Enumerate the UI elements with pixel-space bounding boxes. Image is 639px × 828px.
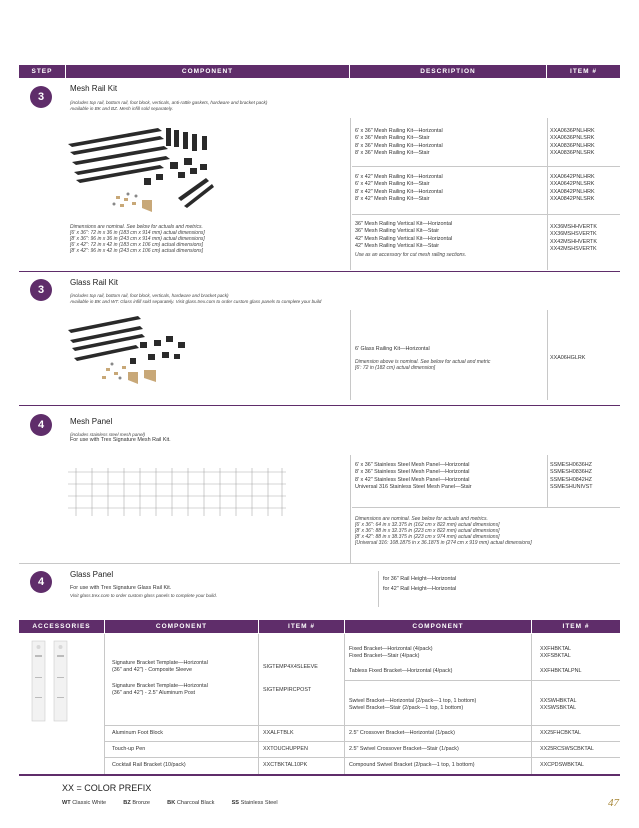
step-badge: 3 [30, 86, 52, 108]
glass-rail-kit-image [66, 312, 191, 392]
color-prefix-legend [62, 800, 278, 806]
acc-component: 2.5" Swivel Crossover Bracket—Stair (1/pack) [349, 746, 459, 752]
section-note: Visit glass.trex.com to order custom glass panels to complete your build. [70, 593, 217, 598]
divider [350, 118, 351, 270]
section-note: (includes top rail, bottom rail, foot block, verticals, anti-rattle gaskets, hardware and bracket pack) [70, 100, 268, 105]
acc-component: Fixed Bracket—Horizontal (4/pack) Fixed Bracket—Stair (4/pack) [349, 646, 433, 660]
page-number: 47 [608, 797, 619, 809]
divider [547, 118, 548, 270]
color-prefix-title: XX = COLOR PREFIX [62, 783, 152, 793]
mesh-rail-kit-image [66, 118, 216, 220]
acc-component: Swivel Bracket—Horizontal (2/pack—1 top, 1 bottom) Swivel Bracket—Stair (2/pack—1 top, 1 bottom) [349, 698, 477, 712]
mesh-panel-dims-note: Dimensions are nominal. See below for actuals and metrics. [6' x 36": 64 in x 32.375 in (162 cm x 822 mm) actual dimensions] [8' x 36": 88 in x 32.375 in (223 cm x 822 mm) actual dimensions] [8' x 42": 88 in x 38.375 in (223 cm x 974 mm) actual dimensions] [Universal 316: 108.1875 in x 36.1875 in (274 cm x 919 mm) actual dimensions] [355, 516, 532, 546]
bracket-template-image [28, 637, 80, 725]
divider [105, 725, 620, 726]
glass-rail-description: 6' Glass Railing Kit—Horizontal [355, 346, 430, 352]
divider [105, 741, 620, 742]
section-note: Available in BK and BZ. Mesh infill sold separately. [70, 106, 173, 111]
color-name: Charcoal Black [176, 800, 215, 806]
acc-item: XXTOUCHUPPEN [263, 746, 308, 752]
step-badge: 3 [30, 279, 52, 301]
color-name: Classic White [72, 800, 107, 806]
glass-panel-rows: for 36" Rail Height—Horizontal for 42" Rail Height—Horizontal [383, 576, 457, 593]
acc-component: Touch-up Pen [112, 746, 146, 752]
acc-header-component: COMPONENT [105, 620, 258, 633]
header-item: ITEM # [547, 65, 620, 78]
step-badge: 4 [30, 414, 52, 436]
acc-component: Signature Bracket Template—Horizontal (36" and 42") - 2.5" Aluminum Post [112, 683, 208, 697]
mesh-panel-image [68, 468, 286, 516]
section-divider [19, 271, 620, 272]
divider [105, 757, 620, 758]
color-name: Bronze [132, 800, 151, 806]
divider [531, 634, 532, 774]
color-code: SS [231, 800, 240, 806]
acc-component: Tabless Fixed Bracket—Horizontal (4/pack) [349, 668, 453, 674]
acc-item: XXFHBKTAL XXFSBKTAL [540, 646, 572, 660]
acc-component: Cocktail Rail Bracket (10/pack) [112, 762, 186, 768]
divider [104, 634, 105, 774]
acc-component: Signature Bracket Template—Horizontal (36" and 42") - Composite Sleeve [112, 660, 208, 674]
divider [350, 455, 351, 563]
description-list: 6' x 36" Mesh Railing Kit—Horizontal 6' x 36" Mesh Railing Kit—Stair 8' x 36" Mesh Railing Kit—Horizontal 8' x 36" Mesh Railing Kit—Stair [355, 128, 443, 156]
divider [547, 310, 548, 400]
divider [352, 166, 620, 167]
divider [352, 214, 620, 215]
divider [352, 507, 620, 508]
acc-header: ACCESSORIES [19, 620, 104, 633]
color-name: Stainless Steel [240, 800, 278, 806]
acc-component: Aluminum Foot Block [112, 730, 163, 736]
color-code: BZ [123, 800, 131, 806]
section-note: (includes stainless steel mesh panel) [70, 432, 146, 437]
item-list: XX36MSHHVERTK XX36MSHSVERTK XX42MSHHVERTK XX42MSHSVERTK [550, 224, 597, 252]
section-divider [19, 405, 620, 406]
divider [350, 310, 351, 400]
description-list: 6' x 42" Mesh Railing Kit—Horizontal 6' x 42" Mesh Railing Kit—Stair 8' x 42" Mesh Railing Kit—Horizontal 8' x 42" Mesh Railing Kit—Stair [355, 174, 443, 202]
acc-item: SIGTEMP4X4SLEEVE [263, 664, 318, 670]
section-note: Available in BK and WT. Glass infill sold separately. Visit glass.trex.com to order custom glass panels to complete your build [70, 299, 322, 304]
header-description: DESCRIPTION [350, 65, 546, 78]
step-badge: 4 [30, 571, 52, 593]
acc-item: XX25RCSWSCBKTAL [540, 746, 594, 752]
acc-item: XX25FHCBKTAL [540, 730, 581, 736]
divider [378, 571, 379, 607]
section-note: (includes top rail, bottom rail, foot block, verticals, hardware and bracket pack) [70, 293, 229, 298]
acc-item: XXCPDSWBKTAL [540, 762, 584, 768]
section-title: Mesh Panel [70, 417, 113, 426]
acc-header-item: ITEM # [259, 620, 344, 633]
description-list: 6' x 36" Stainless Steel Mesh Panel—Horizontal 8' x 36" Stainless Steel Mesh Panel—Horizontal 8' x 42" Stainless Steel Mesh Panel—Horizontal Universal 316 Stainless Steel Mesh Panel—Stair [355, 462, 472, 490]
divider [547, 455, 548, 507]
glass-rail-dims-note: Dimension above is nominal. See below for actual and metric [6': 72 in (182 cm) actual dimension] [355, 359, 491, 371]
divider [345, 680, 620, 681]
section-subtitle: For use with Trex Signature Glass Rail Kit. [70, 585, 172, 591]
color-code: WT [62, 800, 71, 806]
item-list: SSMESH0636HZ SSMESH0836HZ SSMESH0842HZ SSMESHUNIVST [550, 462, 593, 490]
divider [19, 563, 620, 564]
acc-component: Compound Swivel Bracket (2/pack—1 top, 1 bottom) [349, 762, 475, 768]
item-list: XXA0636PNLHRK XXA0636PNLSRK XXA0836PNLHRK XXA0836PNLSRK [550, 128, 595, 156]
acc-item: XXSWHBKTAL XXSWSBKTAL [540, 698, 577, 712]
glass-rail-item: XXA06HGLRK [550, 355, 586, 361]
acc-item: XXCTBKTAL10PK [263, 762, 308, 768]
acc-item: SIGTEMPIRCPOST [263, 687, 312, 693]
item-list: XXA0642PNLHRK XXA0642PNLSRK XXA0842PNLHRK XXA0842PNLSRK [550, 174, 595, 202]
divider [258, 634, 259, 774]
section-title: Mesh Rail Kit [70, 84, 118, 93]
section-title: Glass Rail Kit [70, 278, 119, 287]
table-bottom-rule [19, 774, 620, 776]
color-code: BK [167, 800, 176, 806]
section-title: Glass Panel [70, 570, 114, 579]
acc-header-component2: COMPONENT [345, 620, 531, 633]
acc-item: XXALFTBLK [263, 730, 294, 736]
divider [344, 634, 345, 774]
description-list: 36" Mesh Railing Vertical Kit—Horizontal 36" Mesh Railing Vertical Kit—Stair 42" Mesh Railing Vertical Kit—Horizontal 42" Mesh Railing Vertical Kit—Stair [355, 221, 453, 249]
section-subtitle: For use with Trex Signature Mesh Rail Kit. [70, 437, 171, 443]
acc-component: 2.5" Crossover Bracket—Horizontal (1/pack) [349, 730, 455, 736]
header-step: STEP [19, 65, 65, 78]
accessory-note: Use as an accessory for cut mesh railing sections. [355, 252, 467, 258]
acc-header-item2: ITEM # [532, 620, 620, 633]
header-component: COMPONENT [66, 65, 349, 78]
acc-item: XXFHBKTALPNL [540, 668, 582, 674]
dims-note: Dimensions are nominal. See below for actuals and metrics. [6' x 36": 72 in x 36 in (183 cm x 914 mm) actual dimensions] [8' x 36": 96 in x 36 in (243 cm x 914 mm) actual dimensions] [6' x 42": 72 in x 42 in (183 cm x 106 cm) actual dimensions] [8' x 42": 96 in x 42 in (243 cm x 106 cm) actual dimensions] [70, 224, 205, 254]
